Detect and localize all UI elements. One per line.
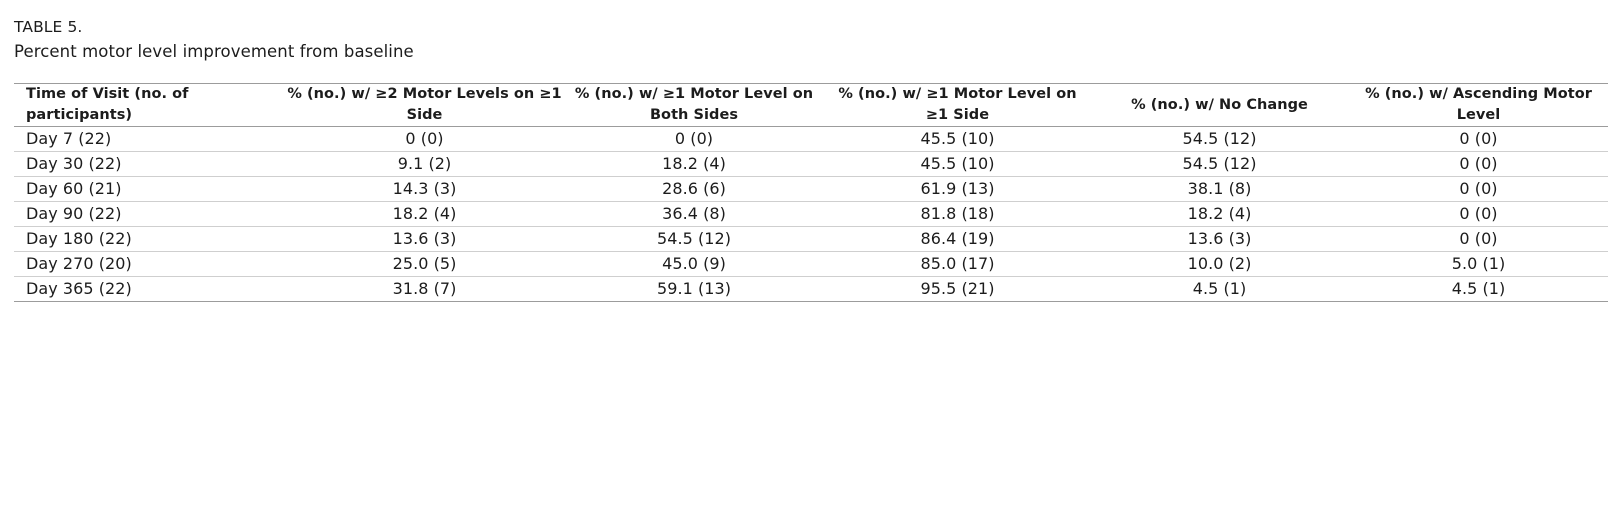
- cell-one-level-one-side: 86.4 (19): [920, 229, 995, 248]
- table-header: [14, 84, 1608, 127]
- cell-visit: Day 7 (22): [26, 129, 112, 148]
- column-header-one-motor-level-one-side: % (no.) w/ ≥1 Motor Level on ≥1 Side: [838, 86, 1077, 123]
- table-caption: Percent motor level improvement from baseline: [14, 42, 414, 61]
- cell-ascending: 0 (0): [1459, 129, 1498, 148]
- cell-one-level-both-sides: 36.4 (8): [662, 204, 726, 223]
- cell-ascending: 0 (0): [1459, 154, 1498, 173]
- cell-one-level-one-side: 45.5 (10): [920, 154, 995, 173]
- table-row: [14, 127, 1608, 152]
- table-row: [14, 202, 1608, 227]
- cell-one-level-both-sides: 18.2 (4): [662, 154, 726, 173]
- cell-visit: Day 90 (22): [26, 204, 122, 223]
- table-row: [14, 277, 1608, 302]
- table-row: [14, 177, 1608, 202]
- cell-ascending: 0 (0): [1459, 204, 1498, 223]
- cell-one-level-both-sides: 28.6 (6): [662, 179, 726, 198]
- cell-one-level-both-sides: 59.1 (13): [656, 279, 731, 298]
- table-body: [14, 127, 1608, 302]
- cell-ascending: 0 (0): [1459, 179, 1498, 198]
- column-header-no-change: % (no.) w/ No Change: [1131, 96, 1308, 113]
- cell-two-levels-one-side: 13.6 (3): [392, 229, 457, 248]
- cell-one-level-one-side: 81.8 (18): [920, 204, 995, 223]
- cell-visit: Day 180 (22): [26, 229, 132, 248]
- cell-no-change: 10.0 (2): [1187, 254, 1252, 273]
- cell-one-level-both-sides: 45.0 (9): [662, 254, 726, 273]
- cell-no-change: 54.5 (12): [1182, 129, 1257, 148]
- cell-two-levels-one-side: 25.0 (5): [392, 254, 457, 273]
- table-row: [14, 227, 1608, 252]
- cell-visit: Day 60 (21): [26, 179, 122, 198]
- cell-one-level-one-side: 85.0 (17): [920, 254, 995, 273]
- cell-ascending: 0 (0): [1459, 229, 1498, 248]
- cell-one-level-one-side: 61.9 (13): [920, 179, 995, 198]
- table-number-label: TABLE 5.: [14, 18, 83, 36]
- cell-two-levels-one-side: 18.2 (4): [392, 204, 457, 223]
- motor-level-improvement-table: [14, 83, 1608, 302]
- column-header-two-motor-levels-one-side: % (no.) w/ ≥2 Motor Levels on ≥1 Side: [287, 86, 562, 123]
- cell-two-levels-one-side: 9.1 (2): [397, 154, 452, 173]
- cell-ascending: 4.5 (1): [1451, 279, 1506, 298]
- cell-no-change: 13.6 (3): [1187, 229, 1252, 248]
- table-row: [14, 152, 1608, 177]
- cell-visit: Day 365 (22): [26, 279, 132, 298]
- column-header-ascending-motor-level: % (no.) w/ Ascending Motor Level: [1365, 86, 1592, 123]
- column-header-one-motor-level-both-sides: % (no.) w/ ≥1 Motor Level on Both Sides: [574, 86, 814, 123]
- cell-no-change: 18.2 (4): [1187, 204, 1252, 223]
- cell-no-change: 4.5 (1): [1192, 279, 1247, 298]
- cell-one-level-one-side: 45.5 (10): [920, 129, 995, 148]
- cell-no-change: 54.5 (12): [1182, 154, 1257, 173]
- cell-no-change: 38.1 (8): [1187, 179, 1252, 198]
- cell-one-level-both-sides: 54.5 (12): [656, 229, 731, 248]
- cell-two-levels-one-side: 31.8 (7): [392, 279, 457, 298]
- cell-ascending: 5.0 (1): [1451, 254, 1506, 273]
- column-header-time-of-visit: Time of Visit (no. of participants): [26, 86, 189, 123]
- cell-visit: Day 30 (22): [26, 154, 122, 173]
- cell-two-levels-one-side: 0 (0): [405, 129, 444, 148]
- cell-visit: Day 270 (20): [26, 254, 132, 273]
- cell-two-levels-one-side: 14.3 (3): [392, 179, 457, 198]
- cell-one-level-one-side: 95.5 (21): [920, 279, 995, 298]
- table-header-row: [14, 84, 1608, 127]
- table-row: [14, 252, 1608, 277]
- cell-one-level-both-sides: 0 (0): [674, 129, 714, 148]
